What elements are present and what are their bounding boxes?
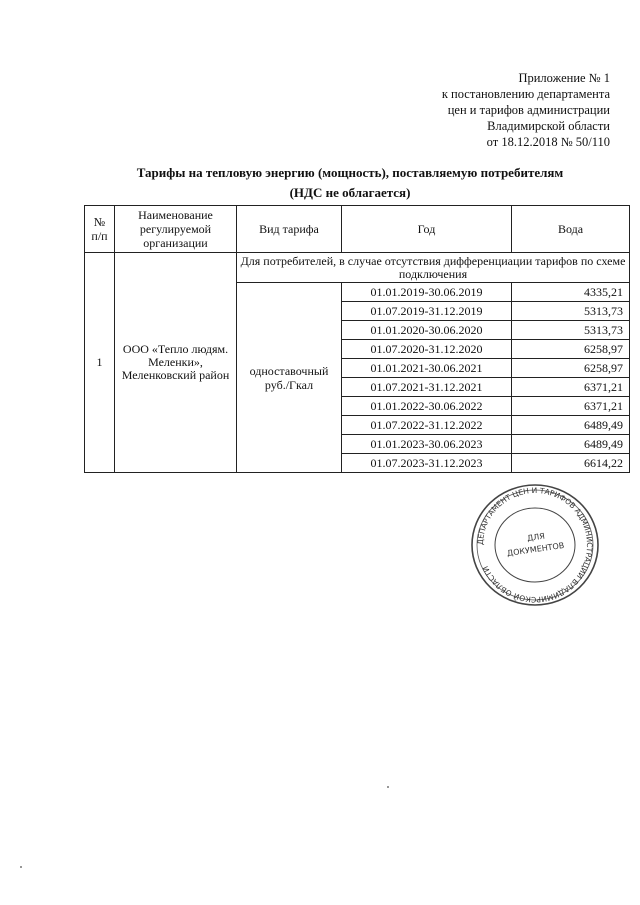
value-cell: 6371,21 <box>512 397 630 416</box>
value-cell: 6258,97 <box>512 359 630 378</box>
period-cell: 01.07.2023-31.12.2023 <box>342 454 512 473</box>
value-cell: 6489,49 <box>512 435 630 454</box>
period-cell: 01.07.2022-31.12.2022 <box>342 416 512 435</box>
annex-line-5: от 18.12.2018 № 50/110 <box>486 135 610 149</box>
value-cell: 6489,49 <box>512 416 630 435</box>
official-stamp <box>465 480 605 610</box>
annex-line-1: Приложение № 1 <box>518 71 610 85</box>
scan-speck <box>387 786 389 788</box>
value-cell: 6258,97 <box>512 340 630 359</box>
header-num: № п/п <box>85 206 115 253</box>
header-year: Год <box>342 206 512 253</box>
table-header-row <box>85 206 630 253</box>
tariff-table <box>84 205 630 473</box>
header-tariff-type: Вид тарифа <box>237 206 342 253</box>
document-title: Тарифы на тепловую энергию (мощность), поставляемую потребителям <box>136 165 564 180</box>
value-cell: 4335,21 <box>512 283 630 302</box>
period-cell: 01.07.2020-31.12.2020 <box>342 340 512 359</box>
document-subtitle: (НДС не облагается) <box>289 185 411 200</box>
period-cell: 01.07.2019-31.12.2019 <box>342 302 512 321</box>
annex-reference <box>310 70 610 150</box>
value-cell: 6614,22 <box>512 454 630 473</box>
value-cell: 5313,73 <box>512 302 630 321</box>
period-cell: 01.01.2020-30.06.2020 <box>342 321 512 340</box>
consumer-note: Для потребителей, в случае отсутствия дифференциации тарифов по схеме подключения <box>237 253 630 283</box>
period-cell: 01.01.2023-30.06.2023 <box>342 435 512 454</box>
tariff-kind: одноставочный руб./Гкал <box>237 283 342 473</box>
stamp-ring-text: ДЕПАРТАМЕНТ ЦЕН И ТАРИФОВ АДМИНИСТРАЦИИ ВЛАДИМИРСКОЙ ОБЛАСТИ <box>475 485 595 605</box>
period-cell: 01.01.2021-30.06.2021 <box>342 359 512 378</box>
value-cell: 6371,21 <box>512 378 630 397</box>
consumer-note-row <box>85 253 630 283</box>
header-water: Вода <box>512 206 630 253</box>
period-cell: 01.07.2021-31.12.2021 <box>342 378 512 397</box>
organization-name: ООО «Тепло людям. Меленки», Меленковский район <box>115 253 237 473</box>
annex-line-2: к постановлению департамента <box>441 87 610 101</box>
stamp-center-line-1: ДЛЯ <box>526 531 546 543</box>
annex-line-3: цен и тарифов администрации <box>447 103 610 117</box>
period-cell: 01.01.2022-30.06.2022 <box>342 397 512 416</box>
header-organization: Наименование регулируемой организации <box>115 206 237 253</box>
scan-speck <box>20 866 22 868</box>
annex-line-4: Владимирской области <box>487 119 610 133</box>
row-number: 1 <box>85 253 115 473</box>
stamp-center-line-2: ДОКУМЕНТОВ <box>506 540 565 558</box>
period-cell: 01.01.2019-30.06.2019 <box>342 283 512 302</box>
value-cell: 5313,73 <box>512 321 630 340</box>
